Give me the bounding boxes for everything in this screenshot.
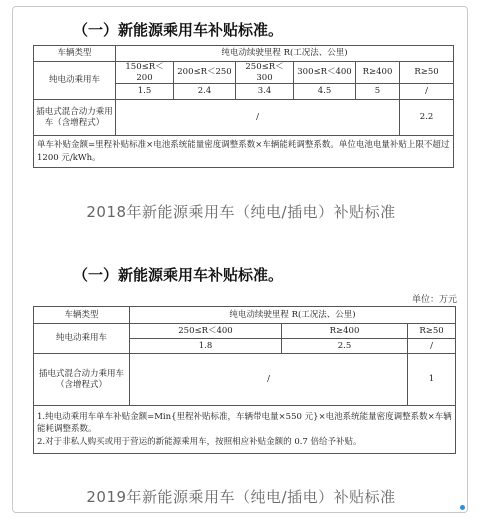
range-cell: R≥50 xyxy=(400,62,454,84)
caption-2019: 2019年新能源乘用车（纯电/插电）补贴标准 xyxy=(86,488,396,506)
heading-2018: （一）新能源乘用车补贴标准。 xyxy=(73,21,284,39)
phev-slash: / xyxy=(116,100,400,136)
value-cell: 4.5 xyxy=(294,84,356,100)
phev-label: 插电式混合动力乘用车（含增程式） xyxy=(34,100,116,136)
phev-value: 1 xyxy=(408,354,456,406)
value-cell: 1.8 xyxy=(130,339,282,354)
bev-label: 纯电动乘用车 xyxy=(34,62,116,100)
value-cell: 5 xyxy=(356,84,400,100)
heading-2019: （一）新能源乘用车补贴标准。 xyxy=(73,266,284,284)
header-vehicle-type: 车辆类型 xyxy=(34,46,116,62)
table-row xyxy=(34,307,456,324)
table-row xyxy=(34,62,454,84)
range-cell: 300≤R＜400 xyxy=(294,62,356,84)
value-cell: 2.5 xyxy=(282,339,408,354)
phev-label: 插电式混合动力乘用车（含增程式） xyxy=(34,354,130,406)
range-cell: 250≤R＜300 xyxy=(236,62,294,84)
table-row xyxy=(34,100,454,136)
phev-slash: / xyxy=(130,354,408,406)
table-row xyxy=(34,324,456,339)
range-cell: 250≤R＜400 xyxy=(130,324,282,339)
range-cell: R≥400 xyxy=(282,324,408,339)
table-row xyxy=(34,136,454,168)
caption-2018: 2018年新能源乘用车（纯电/插电）补贴标准 xyxy=(86,203,396,221)
subsidy-table-2019 xyxy=(33,306,456,454)
subsidy-table-2018 xyxy=(33,45,454,168)
range-cell: 200≤R＜250 xyxy=(174,62,236,84)
value-cell: 3.4 xyxy=(236,84,294,100)
content-frame xyxy=(12,6,468,513)
header-vehicle-type: 车辆类型 xyxy=(34,307,130,324)
header-range: 纯电动续驶里程 R(工况法、公里) xyxy=(130,307,456,324)
corner-dot-icon xyxy=(460,505,465,510)
range-cell: 150≤R＜200 xyxy=(116,62,174,84)
value-cell: 1.5 xyxy=(116,84,174,100)
header-range: 纯电动续驶里程 R(工况法、公里) xyxy=(116,46,454,62)
notes-2019 xyxy=(34,406,456,454)
value-cell: 2.4 xyxy=(174,84,236,100)
note-2019-2: 2.对于非私人购买或用于营运的新能源乘用车，按照相应补贴金额的 0.7 倍给予补贴。 xyxy=(37,436,362,447)
note-2018: 单车补贴金额=里程补贴标准×电池系统能量密度调整系数×车辆能耗调整系数。单位电池电量补贴上限不超过 1200 元/kWh。 xyxy=(34,136,454,168)
table-row xyxy=(34,406,456,454)
value-cell: / xyxy=(408,339,456,354)
range-cell: R≥50 xyxy=(408,324,456,339)
range-cell: R≥400 xyxy=(356,62,400,84)
note-2019-1: 1.纯电动乘用车单车补贴金额=Min{里程补贴标准，车辆带电量×550 元}×电池系统能量密度调整系数×车辆能耗调整系数。 xyxy=(37,412,452,435)
unit-label: 单位：万元 xyxy=(411,295,457,305)
table-row xyxy=(34,354,456,406)
table-row xyxy=(34,46,454,62)
value-cell: / xyxy=(400,84,454,100)
phev-value: 2.2 xyxy=(400,100,454,136)
bev-label: 纯电动乘用车 xyxy=(34,324,130,354)
